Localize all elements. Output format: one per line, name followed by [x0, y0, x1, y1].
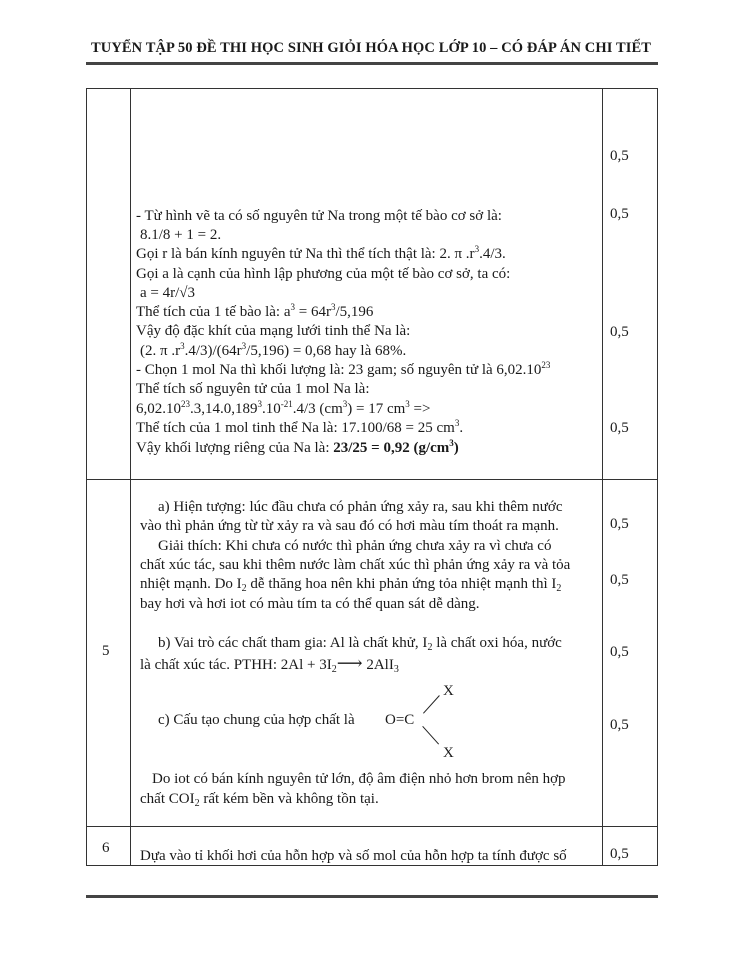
answer-line: là chất xúc tác. PTHH: $2Al + 3I_2⟶$ 2AlI$_3$ — [140, 653, 399, 675]
score-cell: 0,5 — [610, 324, 629, 340]
structure-substituent: X — [443, 683, 454, 699]
answer-line: Do iot có bán kính nguyên tử lớn, độ âm điện nhỏ hơn brom nên hợp — [152, 771, 566, 787]
score-cell: 0,5 — [610, 572, 629, 588]
score-cell: 0,5 — [610, 846, 629, 862]
row-divider — [86, 479, 658, 480]
answer-line: c) Cấu tạo chung của hợp chất là — [158, 712, 355, 728]
answer-line: Thể tích của 1 tế bào là: $a^3 = 64r^3/5,196$ — [136, 302, 374, 320]
score-cell: 0,5 — [610, 717, 629, 733]
answer-line: a) Hiện tượng: lúc đầu chưa có phản ứng xảy ra, sau khi thêm nước — [158, 499, 563, 515]
row-divider — [86, 826, 658, 827]
footer-rule — [86, 895, 658, 898]
reaction-arrow: ⟶ — [336, 653, 363, 673]
score-cell: 0,5 — [610, 148, 629, 164]
table-left-border — [86, 88, 87, 865]
answer-line: - Từ hình vẽ ta có số nguyên tử Na trong một tế bào cơ sở là: — [136, 208, 502, 224]
answer-line: Dựa vào tỉ khối hơi của hỗn hợp và số mol của hỗn hợp ta tính được số — [140, 848, 567, 864]
answer-line: Thể tích của 1 mol tinh thể Na là: 17.100/68 = 25 $cm^3$. — [136, 418, 464, 436]
answer-line: 8.1/8 + 1 = 2. — [140, 227, 222, 243]
score-cell: 0,5 — [610, 206, 629, 222]
question-number: 5 — [102, 643, 110, 659]
table-right-border — [657, 88, 658, 865]
answer-line: chất $COI_2$ rất kém bền và không tồn tại. — [140, 791, 379, 809]
answer-line: Thể tích số nguyên tử của 1 mol Na là: — [136, 381, 370, 397]
answer-line: (2. π $.r^3.4/3)/(64r^3/5,196) = 0,68$ hay là 68%. — [140, 341, 407, 359]
answer-line: - Chọn 1 mol Na thì khối lượng là: 23 gam; số nguyên tử là 6,02.10$^{23}$ — [136, 360, 551, 378]
table-top-border — [86, 88, 658, 89]
bond-line — [423, 695, 440, 714]
answer-line: vào thì phản ứng từ từ xảy ra và sau đó có hơi màu tím thoát ra mạnh. — [140, 518, 559, 534]
page-header: TUYỂN TẬP 50 ĐỀ THI HỌC SINH GIỎI HÓA HỌC LỚP 10 – CÓ ĐÁP ÁN CHI TIẾT — [90, 40, 652, 56]
answer-line: nhiệt mạnh. Do $I_2$ dễ thăng hoa nên khi phản ứng tỏa nhiệt mạnh thì $I_2$ — [140, 576, 562, 594]
answer-line: Vậy độ đặc khít của mạng lưới tinh thể Na là: — [136, 323, 411, 339]
answer-line: chất xúc tác, sau khi thêm nước làm chất xúc thì phản ứng xảy ra và tỏa — [140, 557, 571, 573]
question-number: 6 — [102, 840, 110, 856]
answer-line: Gọi r là bán kính nguyên tử Na thì thể tích thật là: 2. π $.r^3.4/3$. — [136, 244, 506, 262]
answer-line: Vậy khối lượng riêng của Na là: 23/25 = 0,92 $(g/cm^3)$ — [136, 438, 459, 456]
score-cell: 0,5 — [610, 644, 629, 660]
header-rule — [86, 62, 658, 65]
answer-line: a = 4r/√3 — [140, 285, 196, 301]
answer-line: Gọi a là cạnh của hình lập phương của một tế bào cơ sở, ta có: — [136, 266, 511, 282]
column-divider — [130, 88, 131, 865]
answer-line: bay hơi và hơi iot có màu tím ta có thể quan sát dễ dàng. — [140, 596, 480, 612]
answer-line: $6,02.10^{23}.3,14.0,189^3.10^{-21}.4/3$ $(cm^3) = 17$ $cm^3$ => — [136, 399, 431, 417]
score-cell: 0,5 — [610, 420, 629, 436]
table-bottom-border — [86, 865, 658, 866]
structure-substituent: X — [443, 745, 454, 761]
answer-line: Giải thích: Khi chưa có nước thì phản ứng chưa xảy ra vì chưa có — [158, 538, 552, 554]
structure-formula: O=C — [385, 712, 415, 728]
score-cell: 0,5 — [610, 516, 629, 532]
column-divider — [602, 88, 603, 865]
bond-line — [422, 726, 439, 745]
answer-line: b) Vai trò các chất tham gia: Al là chất khử, $I_2$ là chất oxi hóa, nước — [158, 635, 562, 653]
